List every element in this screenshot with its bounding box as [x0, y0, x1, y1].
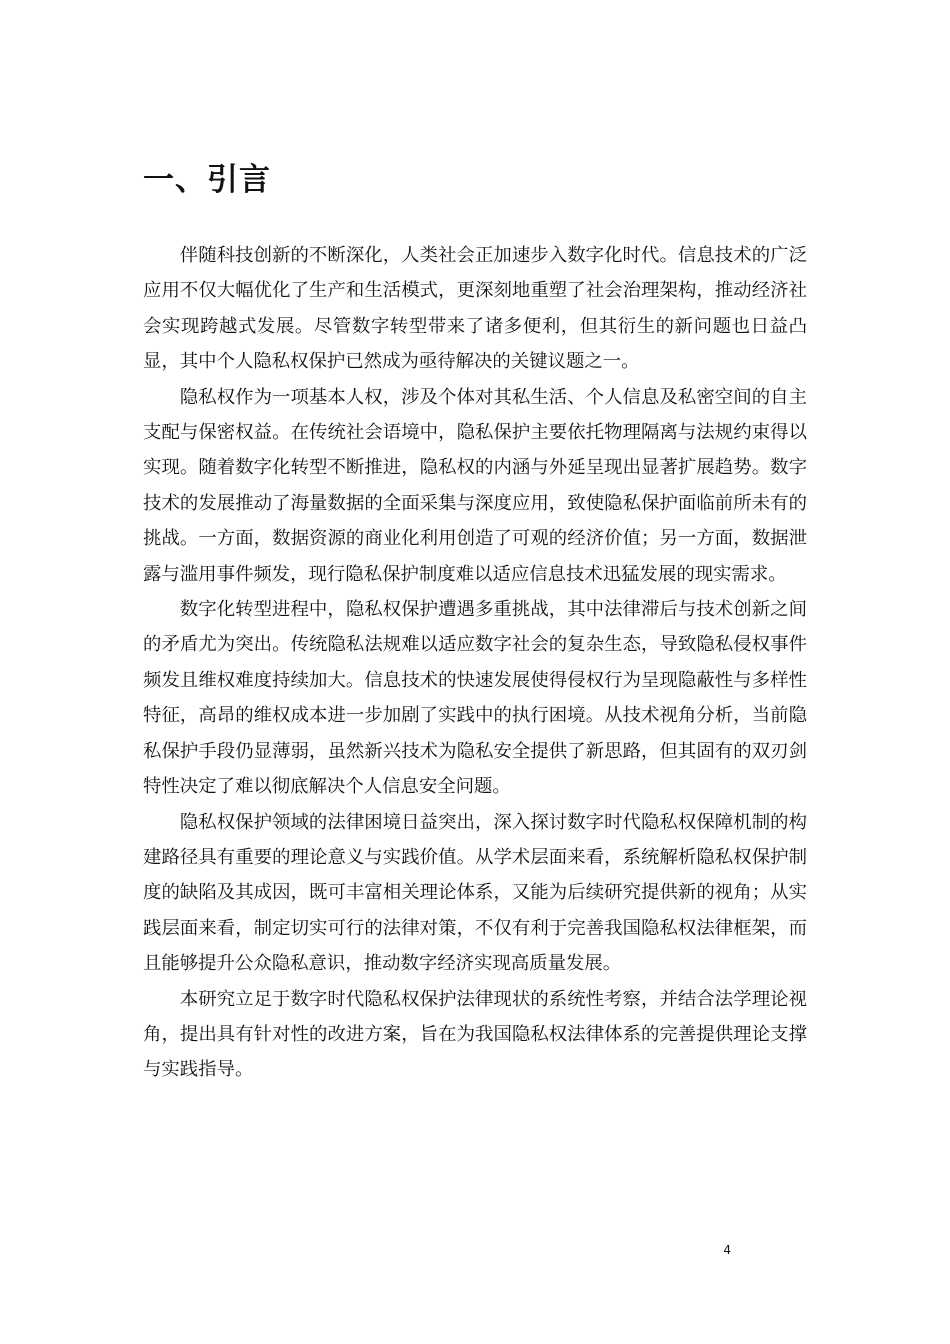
page-number: 4: [723, 1243, 731, 1257]
paragraph: 数字化转型进程中，隐私权保护遭遇多重挑战，其中法律滞后与技术创新之间的矛盾尤为突出。传统隐私法规难以适应数字社会的复杂生态，导致隐私侵权事件频发且维权难度持续加大。信息技术的快速发展使得侵权行为呈现隐蔽性与多样性特征，高昂的维权成本进一步加剧了实践中的执行困境。从技术视角分析，当前隐私保护手段仍显薄弱，虽然新兴技术为隐私安全提供了新思路，但其固有的双刃剑特性决定了难以彻底解决个人信息安全问题。: [143, 599, 807, 798]
paragraph: 本研究立足于数字时代隐私权保护法律现状的系统性考察，并结合法学理论视角，提出具有针对性的改进方案，旨在为我国隐私权法律体系的完善提供理论支撑与实践指导。: [143, 988, 807, 1081]
paragraph: 隐私权保护领域的法律困境日益突出，深入探讨数字时代隐私权保障机制的构建路径具有重要的理论意义与实践价值。从学术层面来看，系统解析隐私权保护制度的缺陷及其成因，既可丰富相关理论体系，又能为后续研究提供新的视角；从实践层面来看，制定切实可行的法律对策，不仅有利于完善我国隐私权法律框架，而且能够提升公众隐私意识，推动数字经济实现高质量发展。: [143, 811, 807, 975]
section-heading: 一、引言: [143, 162, 271, 198]
paragraph: 伴随科技创新的不断深化，人类社会正加速步入数字化时代。信息技术的广泛应用不仅大幅优化了生产和生活模式，更深刻地重塑了社会治理架构，推动经济社会实现跨越式发展。尽管数字转型带来了诸多便利，但其衍生的新问题也日益凸显，其中个人隐私权保护已然成为亟待解决的关键议题之一。: [143, 245, 807, 373]
body-text: [143, 238, 807, 1088]
paragraph: 隐私权作为一项基本人权，涉及个体对其私生活、个人信息及私密空间的自主支配与保密权益。在传统社会语境中，隐私保护主要依托物理隔离与法规约束得以实现。随着数字化转型不断推进，隐私权的内涵与外延呈现出显著扩展趋势。数字技术的发展推动了海量数据的全面采集与深度应用，致使隐私保护面临前所未有的挑战。一方面，数据资源的商业化利用创造了可观的经济价值；另一方面，数据泄露与滥用事件频发，现行隐私保护制度难以适应信息技术迅猛发展的现实需求。: [143, 386, 807, 585]
